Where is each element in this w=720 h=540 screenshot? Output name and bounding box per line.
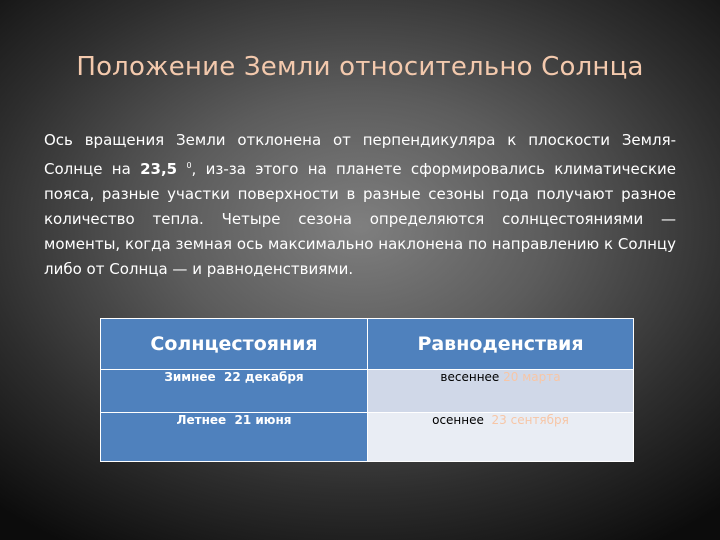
spring-date: 20 марта xyxy=(503,370,561,384)
winter-label: Зимнее xyxy=(164,370,216,384)
autumn-equinox-cell xyxy=(368,413,634,462)
slide-title: Положение Земли относительно Солнца xyxy=(76,52,644,82)
table-row xyxy=(101,413,634,462)
tilt-angle: 23,5 xyxy=(140,160,178,178)
paragraph-part1: Ось вращения Земли отклонена от перпендикуляра к плоскости Земля-Солнце на xyxy=(44,131,676,178)
autumn-label: осеннее xyxy=(432,413,484,427)
spring-label: весеннее xyxy=(440,370,500,384)
degree-sign: 0 xyxy=(186,161,192,170)
autumn-date: 23 сентября xyxy=(491,413,569,427)
paragraph-part2: , из-за этого на планете сформировались климатические пояса, разные участки поверхности в разные сезоны года получают разное количество тепла. Четыре сезона определяются солнцестояниями — моменты, когда земная ось максимально наклонена по направлению к Солнцу либо от Солнца — и равноденствиями. xyxy=(44,160,676,278)
summer-date: 21 июня xyxy=(234,413,292,427)
header-equinoxes: Равноденствия xyxy=(368,319,634,370)
winter-date: 22 декабря xyxy=(224,370,304,384)
winter-solstice-cell xyxy=(101,370,368,413)
header-solstices: Солнцестояния xyxy=(101,319,368,370)
spring-equinox-cell xyxy=(368,370,634,413)
table-row xyxy=(101,370,634,413)
summer-label: Летнее xyxy=(176,413,227,427)
seasons-table xyxy=(100,318,634,462)
table-header-row xyxy=(101,319,634,370)
summer-solstice-cell xyxy=(101,413,368,462)
body-paragraph xyxy=(44,128,676,282)
